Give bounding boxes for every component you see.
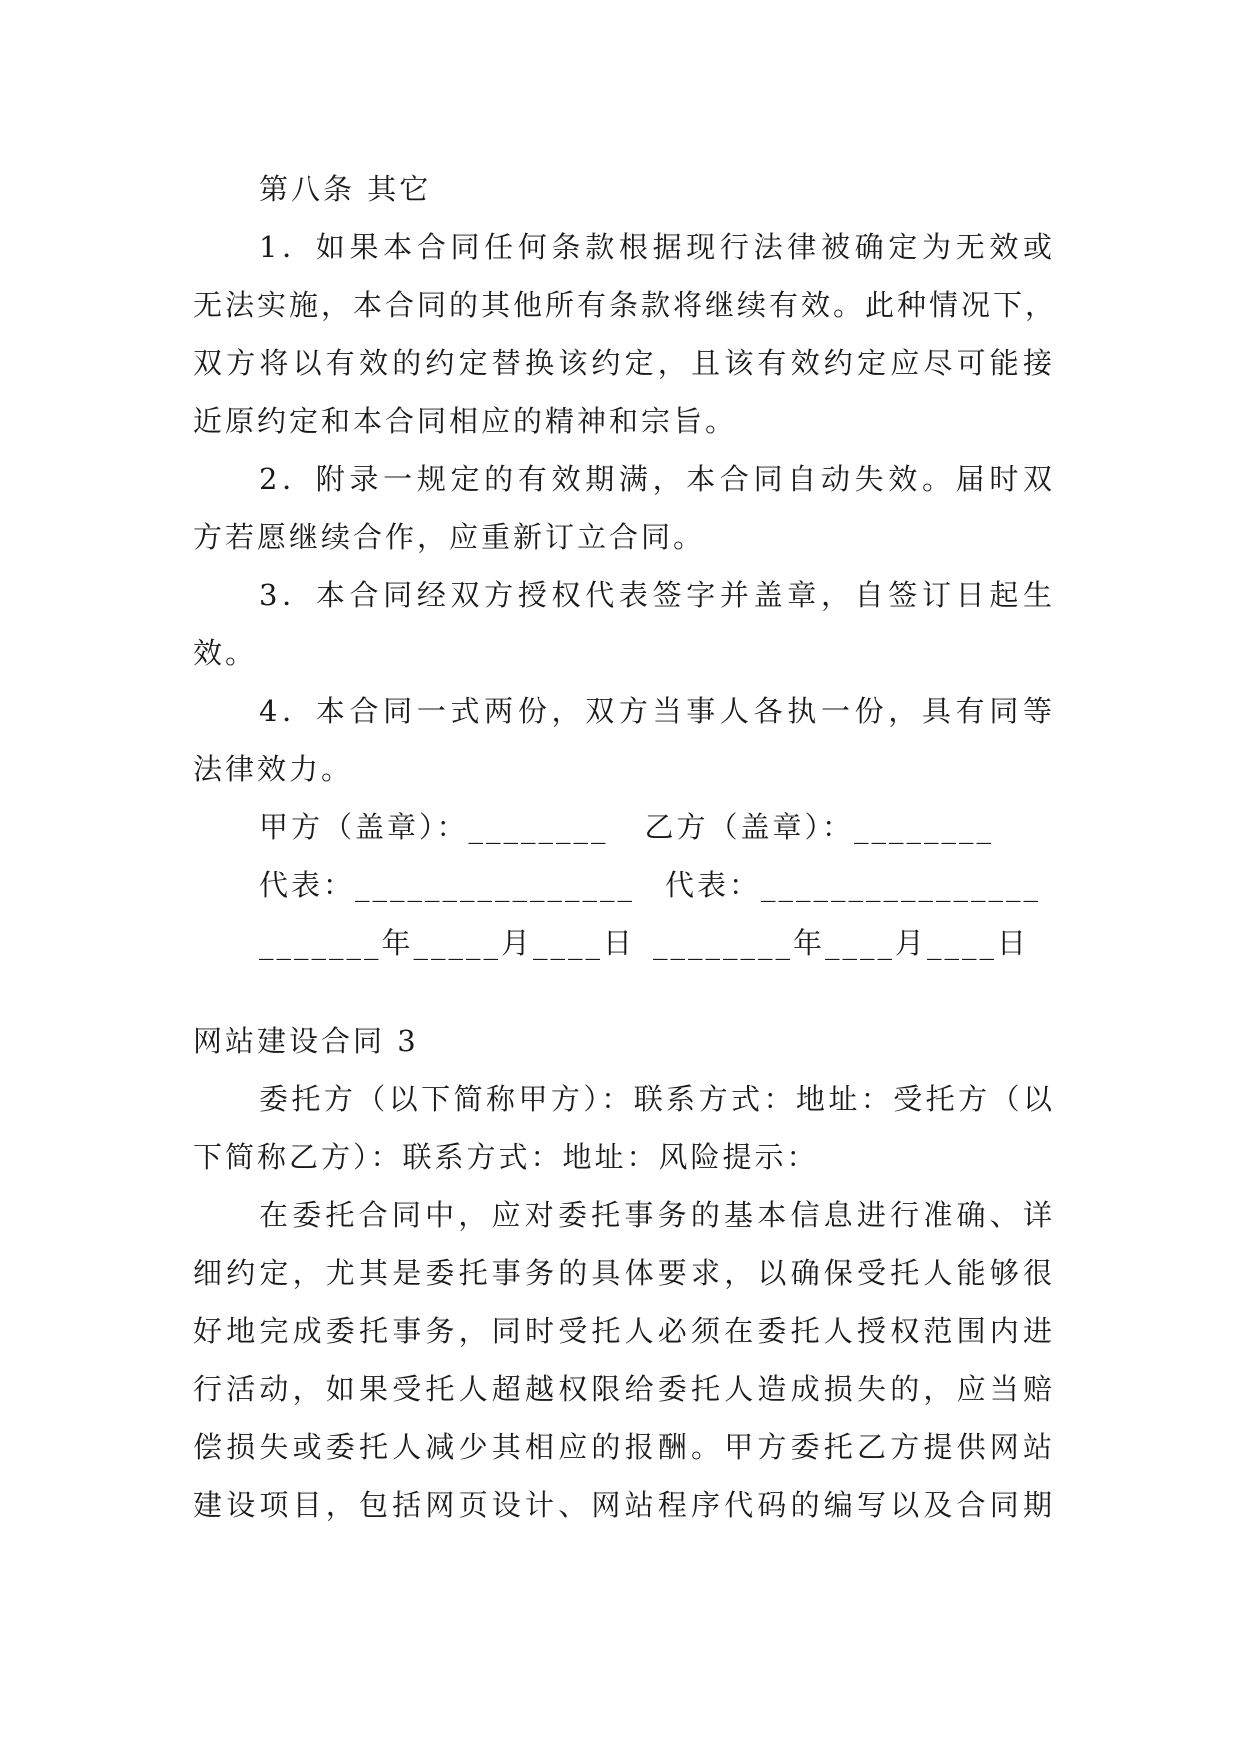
party-b-representative: 代表：________________: [665, 868, 1042, 902]
signature-block: [193, 798, 1055, 972]
paragraph-line: 建设项目，包括网页设计、网站程序代码的编写以及合同期: [193, 1488, 1055, 1522]
clause-2: [193, 450, 1055, 566]
party-b-seal: 乙方（盖章）：________: [644, 810, 995, 844]
seal-row: [193, 798, 1055, 856]
paragraph-line: 下简称乙方）：联系方式：地址：风险提示：: [193, 1140, 819, 1174]
representative-row: [193, 856, 1055, 914]
risk-paragraph: [193, 1186, 1055, 1534]
section-title: 第八条 其它: [259, 172, 432, 206]
party-a-representative: 代表：________________: [259, 868, 636, 902]
party-a-date: _______年_____月____日: [259, 926, 636, 960]
paragraph-line: 2．附录一规定的有效期满，本合同自动失效。届时双: [259, 462, 1055, 496]
party-b-date: ________年____月____日: [653, 926, 1030, 960]
paragraph-line: 委托方（以下简称甲方）：联系方式：地址：受托方（以: [259, 1082, 1055, 1116]
paragraph-line: 效。: [193, 636, 258, 670]
document-page: [193, 160, 1058, 1534]
paragraph-line: 1．如果本合同任何条款根据现行法律被确定为无效或: [259, 230, 1055, 264]
paragraph-line: 法律效力。: [193, 752, 354, 786]
paragraph-line: 近原约定和本合同相应的精神和宗旨。: [193, 404, 738, 438]
contract-title: 网站建设合同 3: [193, 1024, 419, 1058]
clause-4: [193, 682, 1055, 798]
paragraph-line: 好地完成委托事务，同时受托人必须在委托人授权范围内进: [193, 1314, 1055, 1348]
paragraph-line: 方若愿继续合作，应重新订立合同。: [193, 520, 706, 554]
party-a-seal: 甲方（盖章）：________: [259, 810, 609, 844]
paragraph-line: 行活动，如果受托人超越权限给委托人造成损失的，应当赔: [193, 1372, 1055, 1406]
clause-1: [193, 218, 1058, 450]
paragraph-line: 细约定，尤其是委托事务的具体要求，以确保受托人能够很: [193, 1256, 1055, 1290]
clause-3: [193, 566, 1055, 682]
paragraph-line: 4．本合同一式两份，双方当事人各执一份，具有同等: [259, 694, 1055, 728]
paragraph-line: 无法实施，本合同的其他所有条款将继续有效。此种情况下，: [193, 288, 1058, 322]
paragraph-line: 双方将以有效的约定替换该约定，且该有效约定应尽可能接: [193, 346, 1055, 380]
paragraph-line: 在委托合同中，应对委托事务的基本信息进行准确、详: [259, 1198, 1055, 1232]
paragraph-line: 偿损失或委托人减少其相应的报酬。甲方委托乙方提供网站: [193, 1430, 1055, 1464]
parties-paragraph: [193, 1070, 1055, 1186]
paragraph-line: 3．本合同经双方授权代表签字并盖章，自签订日起生: [259, 578, 1055, 612]
date-row: [193, 914, 1055, 972]
